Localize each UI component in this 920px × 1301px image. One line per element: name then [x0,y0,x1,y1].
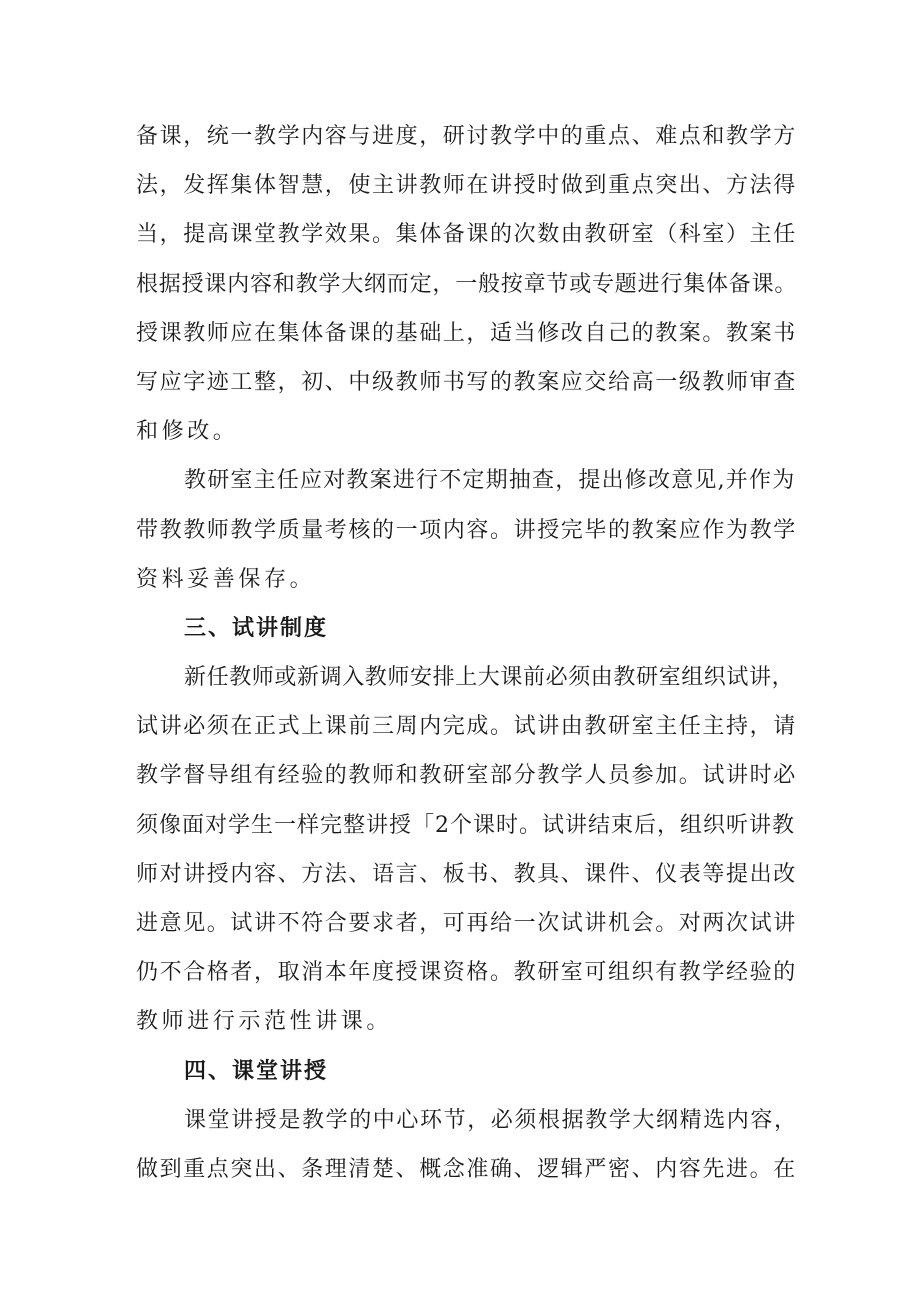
paragraph-trial-lecture [136,653,796,1047]
text-line: 备课，统一教学内容与进度，研讨教学中的重点、难点和教学方 [136,124,797,149]
text-line: 做到重点突出、条理清楚、概念准确、逻辑严密、内容先进。在 [136,1156,797,1182]
section-heading-trial-lecture: 三、试讲制度 [184,615,329,641]
paragraph-lesson-preparation [136,112,796,456]
text-line: 教学督导组有经验的教师和教研室部分教学人员参加。试讲时必 [136,763,797,789]
text-line: 授课教师应在集体备课的基础上，适当修改自己的教案。教案书 [136,320,797,346]
text-line: 写应字迹工整，初、中级教师书写的教案应交给高一级教师审查 [136,369,797,395]
text-line: 仍不合格者，取消本年度授课资格。教研室可组织有教学经验的 [136,960,797,986]
text-line: 试讲必须在正式上课前三周内完成。试讲由教研室主任主持，请 [136,714,797,740]
text-line: 须像面对学生一样完整讲授「2个课时。试讲结束后，组织听讲教 [136,812,795,838]
paragraph-classroom-teaching [136,1096,796,1194]
text-line: 根据授课内容和教学大纲而定，一般按章节或专题进行集体备课。 [136,271,798,297]
text-line: 带教教师教学质量考核的一项内容。讲授完毕的教案应作为教学 [136,517,797,543]
text-line: 教师进行示范性讲课。 [136,1009,393,1035]
text-line: 法，发挥集体智慧，使主讲教师在讲授时做到重点突出、方法得 [136,173,797,199]
text-line: 课堂讲授是教学的中心环节，必须根据教学大纲精选内容， [184,1107,798,1133]
text-line: 师对讲授内容、方法、语言、板书、教具、课件、仪表等提出改 [136,861,797,887]
text-line: 教研室主任应对教案进行不定期抽查，提出修改意见,并作为 [184,468,796,494]
text-line: 进意见。试讲不符合要求者，可再给一次试讲机会。对两次试讲 [136,911,797,936]
document-body [136,112,796,1194]
text-line: 资料妥善保存。 [136,566,316,592]
text-line: 新任教师或新调入教师安排上大课前必须由教研室组织试讲， [184,665,795,691]
text-line: 当，提高课堂教学效果。集体备课的次数由教研室（科室）主任 [136,222,797,248]
text-line: 和修改。 [136,419,239,445]
section-heading-classroom-teaching: 四、课堂讲授 [184,1058,329,1084]
paragraph-lesson-plan-review [136,456,796,604]
